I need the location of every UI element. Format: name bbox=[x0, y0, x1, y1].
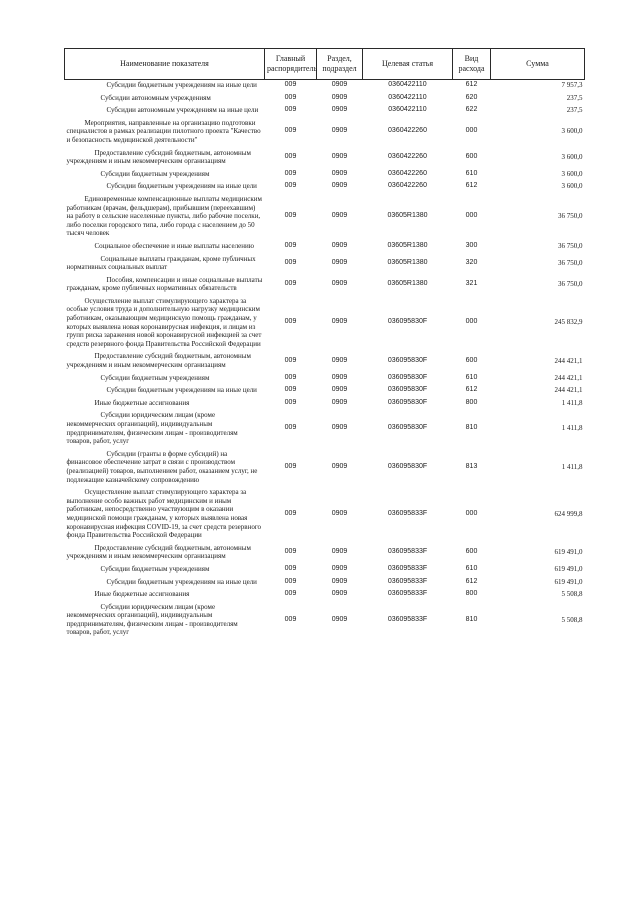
row-article: 036095833F bbox=[387, 590, 428, 598]
table-row bbox=[65, 487, 585, 543]
row-name: Осуществление выплат стимулирующего характера за выполнение особо важных работ медицинским и иным работникам, непосредственно участвующим в оказании медицинской помощи гражданам, у которых выявлена новая коронавирусная инфекция COVID-19, за счет средств резервного фонда Правительства Российской Федерации bbox=[66, 488, 262, 540]
row-section: 0909 bbox=[331, 577, 348, 585]
row-name: Единовременные компенсационные выплаты медицинским работникам (врачам, фельдшерам), прибывшим (переехавшим) на работу в сельские населенные пункты, либо рабочие поселки, либо поселки городского типа, либо города с населением до 50 тысяч человек bbox=[66, 194, 262, 238]
row-name: Субсидии бюджетным учреждениям bbox=[100, 373, 210, 382]
row-sum: 3 600,0 bbox=[561, 127, 583, 136]
row-admin: 009 bbox=[284, 81, 297, 88]
row-article: 0360422260 bbox=[388, 169, 427, 177]
row-type: 610 bbox=[465, 564, 478, 572]
table-row bbox=[65, 564, 585, 577]
table-row bbox=[65, 254, 585, 275]
row-article: 0360422260 bbox=[388, 127, 427, 135]
row-name: Субсидии (гранты в форме субсидий) на финансовое обеспечение затрат в связи с производством (реализацией) товаров, выполнением работ, оказанием услуг, не подлежащие казначейскому сопровождению bbox=[66, 449, 258, 484]
row-section: 0909 bbox=[331, 373, 348, 381]
row-section: 0909 bbox=[331, 386, 348, 394]
header-section: Раздел, подраздел bbox=[317, 49, 363, 80]
row-article: 036095833F bbox=[387, 564, 428, 572]
header-sum: Сумма bbox=[491, 49, 585, 80]
row-article: 0360422110 bbox=[388, 93, 427, 101]
row-type: 610 bbox=[465, 373, 478, 381]
row-name: Субсидии юридическим лицам (кроме некоммерческих организаций), индивидуальным предпринимателям, физическим лицам - производителям товаров, работ, услуг bbox=[66, 602, 238, 637]
row-admin: 009 bbox=[284, 509, 297, 517]
row-name: Пособия, компенсации и иные социальные выплаты гражданам, кроме публичных нормативных обязательств bbox=[66, 275, 263, 293]
row-name: Субсидии бюджетным учреждениям bbox=[100, 564, 210, 573]
row-type: 810 bbox=[465, 615, 478, 623]
row-article: 036095830F bbox=[387, 424, 428, 432]
row-sum: 1 411,8 bbox=[561, 398, 583, 407]
table-row bbox=[65, 241, 585, 254]
row-name: Иные бюджетные ассигнования bbox=[94, 398, 190, 407]
row-admin: 009 bbox=[284, 577, 297, 585]
row-article: 036095830F bbox=[387, 462, 428, 470]
row-admin: 009 bbox=[284, 424, 297, 432]
row-admin: 009 bbox=[284, 212, 297, 220]
row-admin: 009 bbox=[284, 93, 297, 101]
row-sum: 36 750,0 bbox=[558, 258, 583, 267]
row-section: 0909 bbox=[331, 564, 348, 572]
row-section: 0909 bbox=[331, 106, 348, 114]
row-type: 600 bbox=[465, 356, 478, 364]
row-article: 036095833F bbox=[387, 577, 428, 585]
table-row bbox=[65, 296, 585, 352]
row-section: 0909 bbox=[331, 509, 348, 517]
header-article: Целевая статья bbox=[363, 49, 453, 80]
row-sum: 245 832,9 bbox=[554, 318, 583, 327]
row-article: 036095830F bbox=[387, 356, 428, 364]
row-section: 0909 bbox=[331, 81, 348, 88]
row-admin: 009 bbox=[284, 279, 297, 287]
row-name: Осуществление выплат стимулирующего характера за особые условия труда и дополнительную нагрузку медицинским работникам, оказывающим медицинскую помощь гражданам, у которых выявлена новая коронавирусная инфекция, и лицам из групп риска заражения новой коронавирусной инфекцией за счет средств резервного фонда Правительства Российской Федерации bbox=[66, 296, 262, 348]
row-article: 03605R1380 bbox=[387, 212, 428, 220]
row-article: 0360422260 bbox=[388, 152, 427, 160]
row-article: 0360422110 bbox=[388, 106, 427, 114]
row-admin: 009 bbox=[284, 548, 297, 556]
table-row bbox=[65, 80, 585, 93]
row-admin: 009 bbox=[284, 182, 297, 190]
row-sum: 244 421,1 bbox=[554, 386, 583, 395]
header-type: Вид расхода bbox=[453, 49, 491, 80]
row-name: Субсидии бюджетным учреждениям bbox=[100, 169, 210, 178]
table-row bbox=[65, 275, 585, 296]
row-admin: 009 bbox=[284, 169, 297, 177]
row-sum: 1 411,8 bbox=[561, 424, 583, 433]
row-admin: 009 bbox=[284, 318, 297, 326]
row-section: 0909 bbox=[331, 152, 348, 160]
table-row bbox=[65, 373, 585, 386]
row-type: 321 bbox=[465, 279, 478, 287]
row-sum: 36 750,0 bbox=[558, 212, 583, 221]
row-admin: 009 bbox=[284, 564, 297, 572]
table-row bbox=[65, 543, 585, 564]
row-admin: 009 bbox=[284, 615, 297, 623]
row-name: Субсидии бюджетным учреждениям на иные цели bbox=[106, 81, 257, 89]
row-section: 0909 bbox=[331, 279, 348, 287]
budget-table bbox=[64, 48, 585, 640]
row-type: 622 bbox=[465, 106, 478, 114]
row-type: 612 bbox=[465, 577, 478, 585]
row-name: Социальное обеспечение и иные выплаты населению bbox=[94, 241, 254, 250]
header-admin: Главный распорядитель bbox=[265, 49, 317, 80]
row-section: 0909 bbox=[331, 462, 348, 470]
row-type: 800 bbox=[465, 590, 478, 598]
row-admin: 009 bbox=[284, 386, 297, 394]
row-type: 320 bbox=[465, 258, 478, 266]
row-section: 0909 bbox=[331, 93, 348, 101]
row-type: 610 bbox=[465, 169, 478, 177]
row-admin: 009 bbox=[284, 462, 297, 470]
table-row bbox=[65, 93, 585, 106]
row-name: Субсидии бюджетным учреждениям на иные цели bbox=[106, 386, 257, 395]
row-section: 0909 bbox=[331, 590, 348, 598]
row-sum: 3 600,0 bbox=[561, 152, 583, 161]
row-article: 036095833F bbox=[387, 548, 428, 556]
row-sum: 619 491,0 bbox=[554, 564, 583, 573]
row-name: Мероприятия, направленные на организацию подготовки специалистов в рамках реализации пилотного проекта "Качество и безопасность медицинской деятельности" bbox=[66, 118, 261, 144]
row-section: 0909 bbox=[331, 424, 348, 432]
row-article: 036095830F bbox=[387, 373, 428, 381]
row-article: 0360422260 bbox=[388, 182, 427, 190]
row-article: 0360422110 bbox=[388, 81, 427, 88]
row-name: Социальные выплаты гражданам, кроме публичных нормативных социальных выплат bbox=[66, 254, 256, 272]
table-row bbox=[65, 194, 585, 241]
row-section: 0909 bbox=[331, 182, 348, 190]
row-type: 800 bbox=[465, 398, 478, 406]
row-section: 0909 bbox=[331, 398, 348, 406]
table-row bbox=[65, 351, 585, 372]
table-row bbox=[65, 602, 585, 640]
row-admin: 009 bbox=[284, 590, 297, 598]
table-row bbox=[65, 169, 585, 182]
row-sum: 237,5 bbox=[566, 106, 583, 115]
table-row bbox=[65, 449, 585, 487]
row-name: Субсидии автономным учреждениям на иные цели bbox=[106, 106, 259, 115]
row-article: 036095833F bbox=[387, 615, 428, 623]
row-section: 0909 bbox=[331, 548, 348, 556]
row-name: Иные бюджетные ассигнования bbox=[94, 590, 190, 599]
row-type: 612 bbox=[465, 386, 478, 394]
row-section: 0909 bbox=[331, 258, 348, 266]
row-article: 03605R1380 bbox=[387, 241, 428, 249]
row-sum: 5 508,8 bbox=[561, 615, 583, 624]
row-sum: 36 750,0 bbox=[558, 279, 583, 288]
row-admin: 009 bbox=[284, 373, 297, 381]
table-row bbox=[65, 148, 585, 169]
row-name: Субсидии бюджетным учреждениям на иные цели bbox=[106, 577, 257, 586]
row-article: 036095830F bbox=[387, 398, 428, 406]
row-name: Предоставление субсидий бюджетным, автономным учреждениям и иным некоммерческим организациям bbox=[66, 352, 251, 370]
row-admin: 009 bbox=[284, 152, 297, 160]
row-type: 612 bbox=[465, 182, 478, 190]
row-type: 000 bbox=[465, 127, 478, 135]
row-sum: 624 999,8 bbox=[554, 509, 583, 518]
row-admin: 009 bbox=[284, 106, 297, 114]
header-name: Наименование показателя bbox=[65, 49, 265, 80]
row-name: Предоставление субсидий бюджетным, автономным учреждениям и иным некоммерческим организациям bbox=[66, 543, 251, 561]
row-sum: 244 421,1 bbox=[554, 373, 583, 382]
row-name: Субсидии бюджетным учреждениям на иные цели bbox=[106, 182, 257, 191]
row-type: 300 bbox=[465, 241, 478, 249]
row-type: 000 bbox=[465, 212, 478, 220]
row-admin: 009 bbox=[284, 258, 297, 266]
row-type: 612 bbox=[465, 81, 478, 88]
row-name: Субсидии юридическим лицам (кроме некоммерческих организаций), индивидуальным предпринимателям, физическим лицам - производителям товаров, работ, услуг bbox=[66, 411, 238, 446]
row-section: 0909 bbox=[331, 127, 348, 135]
row-admin: 009 bbox=[284, 241, 297, 249]
row-sum: 1 411,8 bbox=[561, 462, 583, 471]
table-row bbox=[65, 398, 585, 411]
row-name: Предоставление субсидий бюджетным, автономным учреждениям и иным некоммерческим организациям bbox=[66, 148, 251, 166]
row-section: 0909 bbox=[331, 241, 348, 249]
row-article: 036095830F bbox=[387, 386, 428, 394]
table-row bbox=[65, 385, 585, 398]
row-sum: 3 600,0 bbox=[561, 182, 583, 191]
row-article: 036095830F bbox=[387, 318, 428, 326]
row-section: 0909 bbox=[331, 212, 348, 220]
row-sum: 5 508,8 bbox=[561, 590, 583, 599]
table-row bbox=[65, 118, 585, 148]
row-name: Субсидии автономным учреждениям bbox=[100, 93, 211, 102]
row-sum: 619 491,0 bbox=[554, 577, 583, 586]
table-row bbox=[65, 105, 585, 118]
table-row bbox=[65, 181, 585, 194]
row-type: 600 bbox=[465, 548, 478, 556]
row-type: 000 bbox=[465, 318, 478, 326]
row-section: 0909 bbox=[331, 356, 348, 364]
row-type: 813 bbox=[465, 462, 478, 470]
table-row bbox=[65, 577, 585, 590]
table-row bbox=[65, 410, 585, 448]
row-sum: 7 957,3 bbox=[561, 81, 583, 89]
table-header-row bbox=[65, 49, 585, 80]
row-sum: 3 600,0 bbox=[561, 169, 583, 178]
row-article: 03605R1380 bbox=[387, 279, 428, 287]
row-admin: 009 bbox=[284, 127, 297, 135]
row-section: 0909 bbox=[331, 318, 348, 326]
row-section: 0909 bbox=[331, 169, 348, 177]
row-type: 810 bbox=[465, 424, 478, 432]
row-sum: 244 421,1 bbox=[554, 356, 583, 365]
row-type: 600 bbox=[465, 152, 478, 160]
row-sum: 36 750,0 bbox=[558, 241, 583, 250]
row-section: 0909 bbox=[331, 615, 348, 623]
row-sum: 237,5 bbox=[566, 93, 583, 102]
row-type: 000 bbox=[465, 509, 478, 517]
row-article: 03605R1380 bbox=[387, 258, 428, 266]
row-article: 036095833F bbox=[387, 509, 428, 517]
row-sum: 619 491,0 bbox=[554, 548, 583, 557]
row-type: 620 bbox=[465, 93, 478, 101]
row-admin: 009 bbox=[284, 356, 297, 364]
row-admin: 009 bbox=[284, 398, 297, 406]
table-row bbox=[65, 589, 585, 602]
